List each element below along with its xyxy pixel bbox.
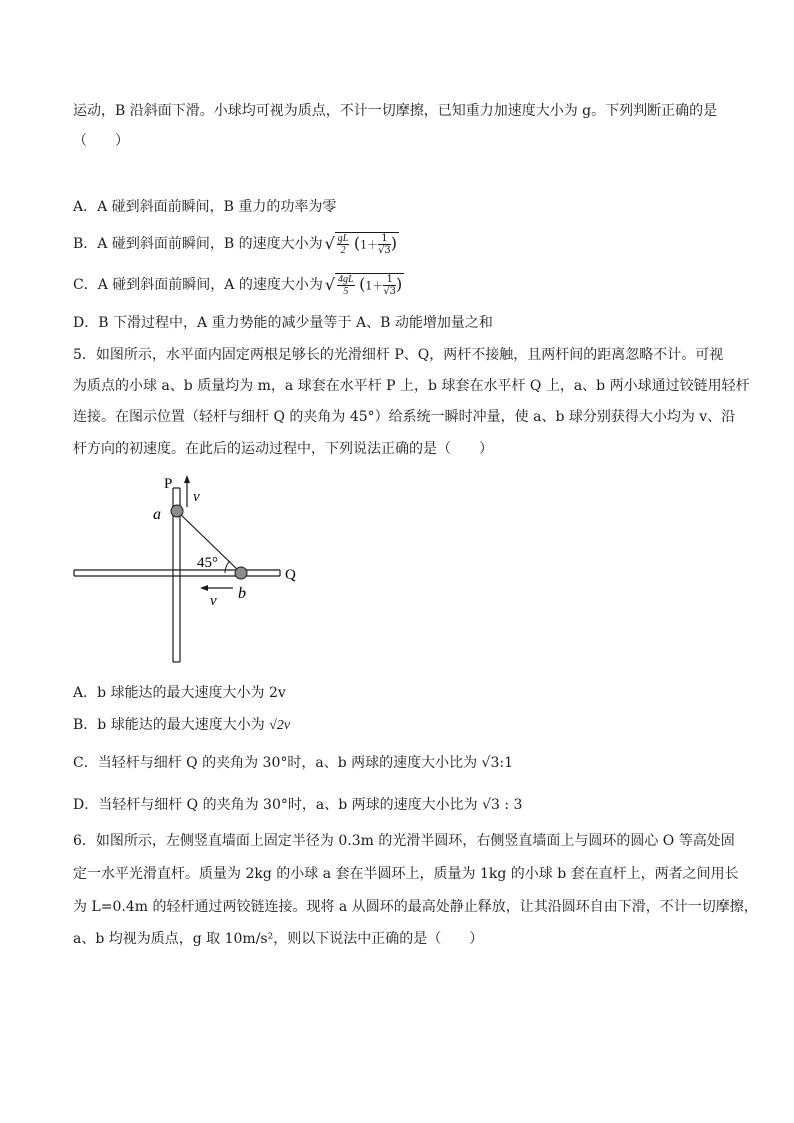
q4-c-den: 5 — [343, 286, 349, 297]
q4-option-b-formula: $\frac{gL}{2}$ (1＋ $\frac{1}{√3}$ ) — [335, 232, 399, 256]
q5-option-a: A．b 球能达的最大速度大小为 2v — [73, 685, 286, 701]
q6-stem-line-3: 为 L=0.4m 的轻杆通过两铰链连接。现将 a 从圆环的最高处静止释放，让其沿圆环自由下滑，不计一切摩擦， — [73, 899, 758, 915]
sqrt-sign: √ — [324, 275, 336, 294]
q4-b-num: gL — [337, 233, 349, 244]
q4-option-c-formula: $\frac{4gL}{5}$ (1＋ $\frac{1}{√3}$ ) — [335, 273, 404, 297]
q5-option-c: C．当轻杆与细杆 Q 的夹角为 30°时，a、b 两球的速度大小比为 √3:1 — [73, 755, 514, 771]
label-v-up: v — [193, 489, 200, 505]
q5-stem-line-4: 杆方向的初速度。在此后的运动过程中，下列说法正确的是（ ） — [73, 441, 493, 457]
q4-option-c — [73, 268, 404, 302]
q4-option-a: A．A 碰到斜面前瞬间，B 重力的功率为零 — [73, 199, 337, 215]
q5-option-d: D．当轻杆与细杆 Q 的夹角为 30°时，a、b 两球的速度大小比为 √3 : 3 — [73, 797, 523, 813]
q5-stem-line-2: 为质点的小球 a、b 质量均为 m，a 球套在水平杆 P 上，b 球套在水平杆 Q 上，a、b 两小球通过铰链用轻杆 — [73, 378, 750, 394]
q6-stem-line-4: a、b 均视为质点，g 取 10m/s²，则以下说法中正确的是（ ） — [73, 931, 484, 947]
q4-c-num: 4gL — [338, 274, 354, 285]
label-b: b — [238, 585, 246, 602]
q4-c-inner: 1＋ — [365, 279, 384, 293]
q4-b-den: 2 — [340, 245, 346, 256]
q5-figure — [60, 470, 320, 670]
q4-option-d: D．B 下滑过程中，A 重力势能的减少量等于 A、B 动能增加量之和 — [73, 315, 493, 331]
intro-line-1: 运动，B 沿斜面下滑。小球均可视为质点，不计一切摩擦，已知重力加速度大小为 g。下列判断正确的是 — [73, 103, 718, 119]
ball-a — [171, 505, 183, 517]
q4-option-b-text: B．A 碰到斜面前瞬间，B 的速度大小为 — [73, 236, 323, 252]
label-angle: 45° — [197, 555, 218, 571]
q5-option-b — [73, 716, 290, 735]
q4-option-c-text: C．A 碰到斜面前瞬间，A 的速度大小为 — [73, 277, 323, 293]
q4-c-inner-den: √3 — [383, 286, 397, 297]
q4-option-b — [73, 228, 399, 260]
label-q: Q — [285, 567, 296, 583]
label-v-left: v — [210, 593, 217, 609]
label-a: a — [153, 506, 161, 523]
ball-b — [235, 567, 247, 579]
q4-b-inner-den: √3 — [378, 245, 391, 256]
q5-option-b-text: B．b 球能达的最大速度大小为 — [73, 717, 265, 733]
intro-line-2: （ ） — [73, 133, 129, 149]
sqrt-sign: √ — [324, 234, 335, 253]
angle-arc — [225, 561, 230, 573]
q6-stem-line-1: 6．如图所示，左侧竖直墙面上固定半径为 0.3m 的光滑半圆环，右侧竖直墙面上与圆环的圆心 O 等高处固 — [73, 833, 735, 849]
label-p: P — [164, 476, 173, 492]
q5-stem-line-3: 连接。在图示位置（轻杆与细杆 Q 的夹角为 45°）给系统一瞬时冲量，使 a、b 球分别获得大小均为 v、沿 — [73, 409, 736, 425]
q5-stem-line-1: 5．如图所示，水平面内固定两根足够长的光滑细杆 P、Q，两杆不接触，且两杆间的距离忽略不计。可视 — [73, 347, 724, 363]
q5-option-b-value: √2v — [269, 718, 291, 733]
q4-b-inner: 1＋ — [360, 238, 379, 252]
q6-stem-line-2: 定一水平光滑直杆。质量为 2kg 的小球 a 套在半圆环上，质量为 1kg 的小球 b 套在直杆上，两者之间用长 — [73, 866, 739, 882]
